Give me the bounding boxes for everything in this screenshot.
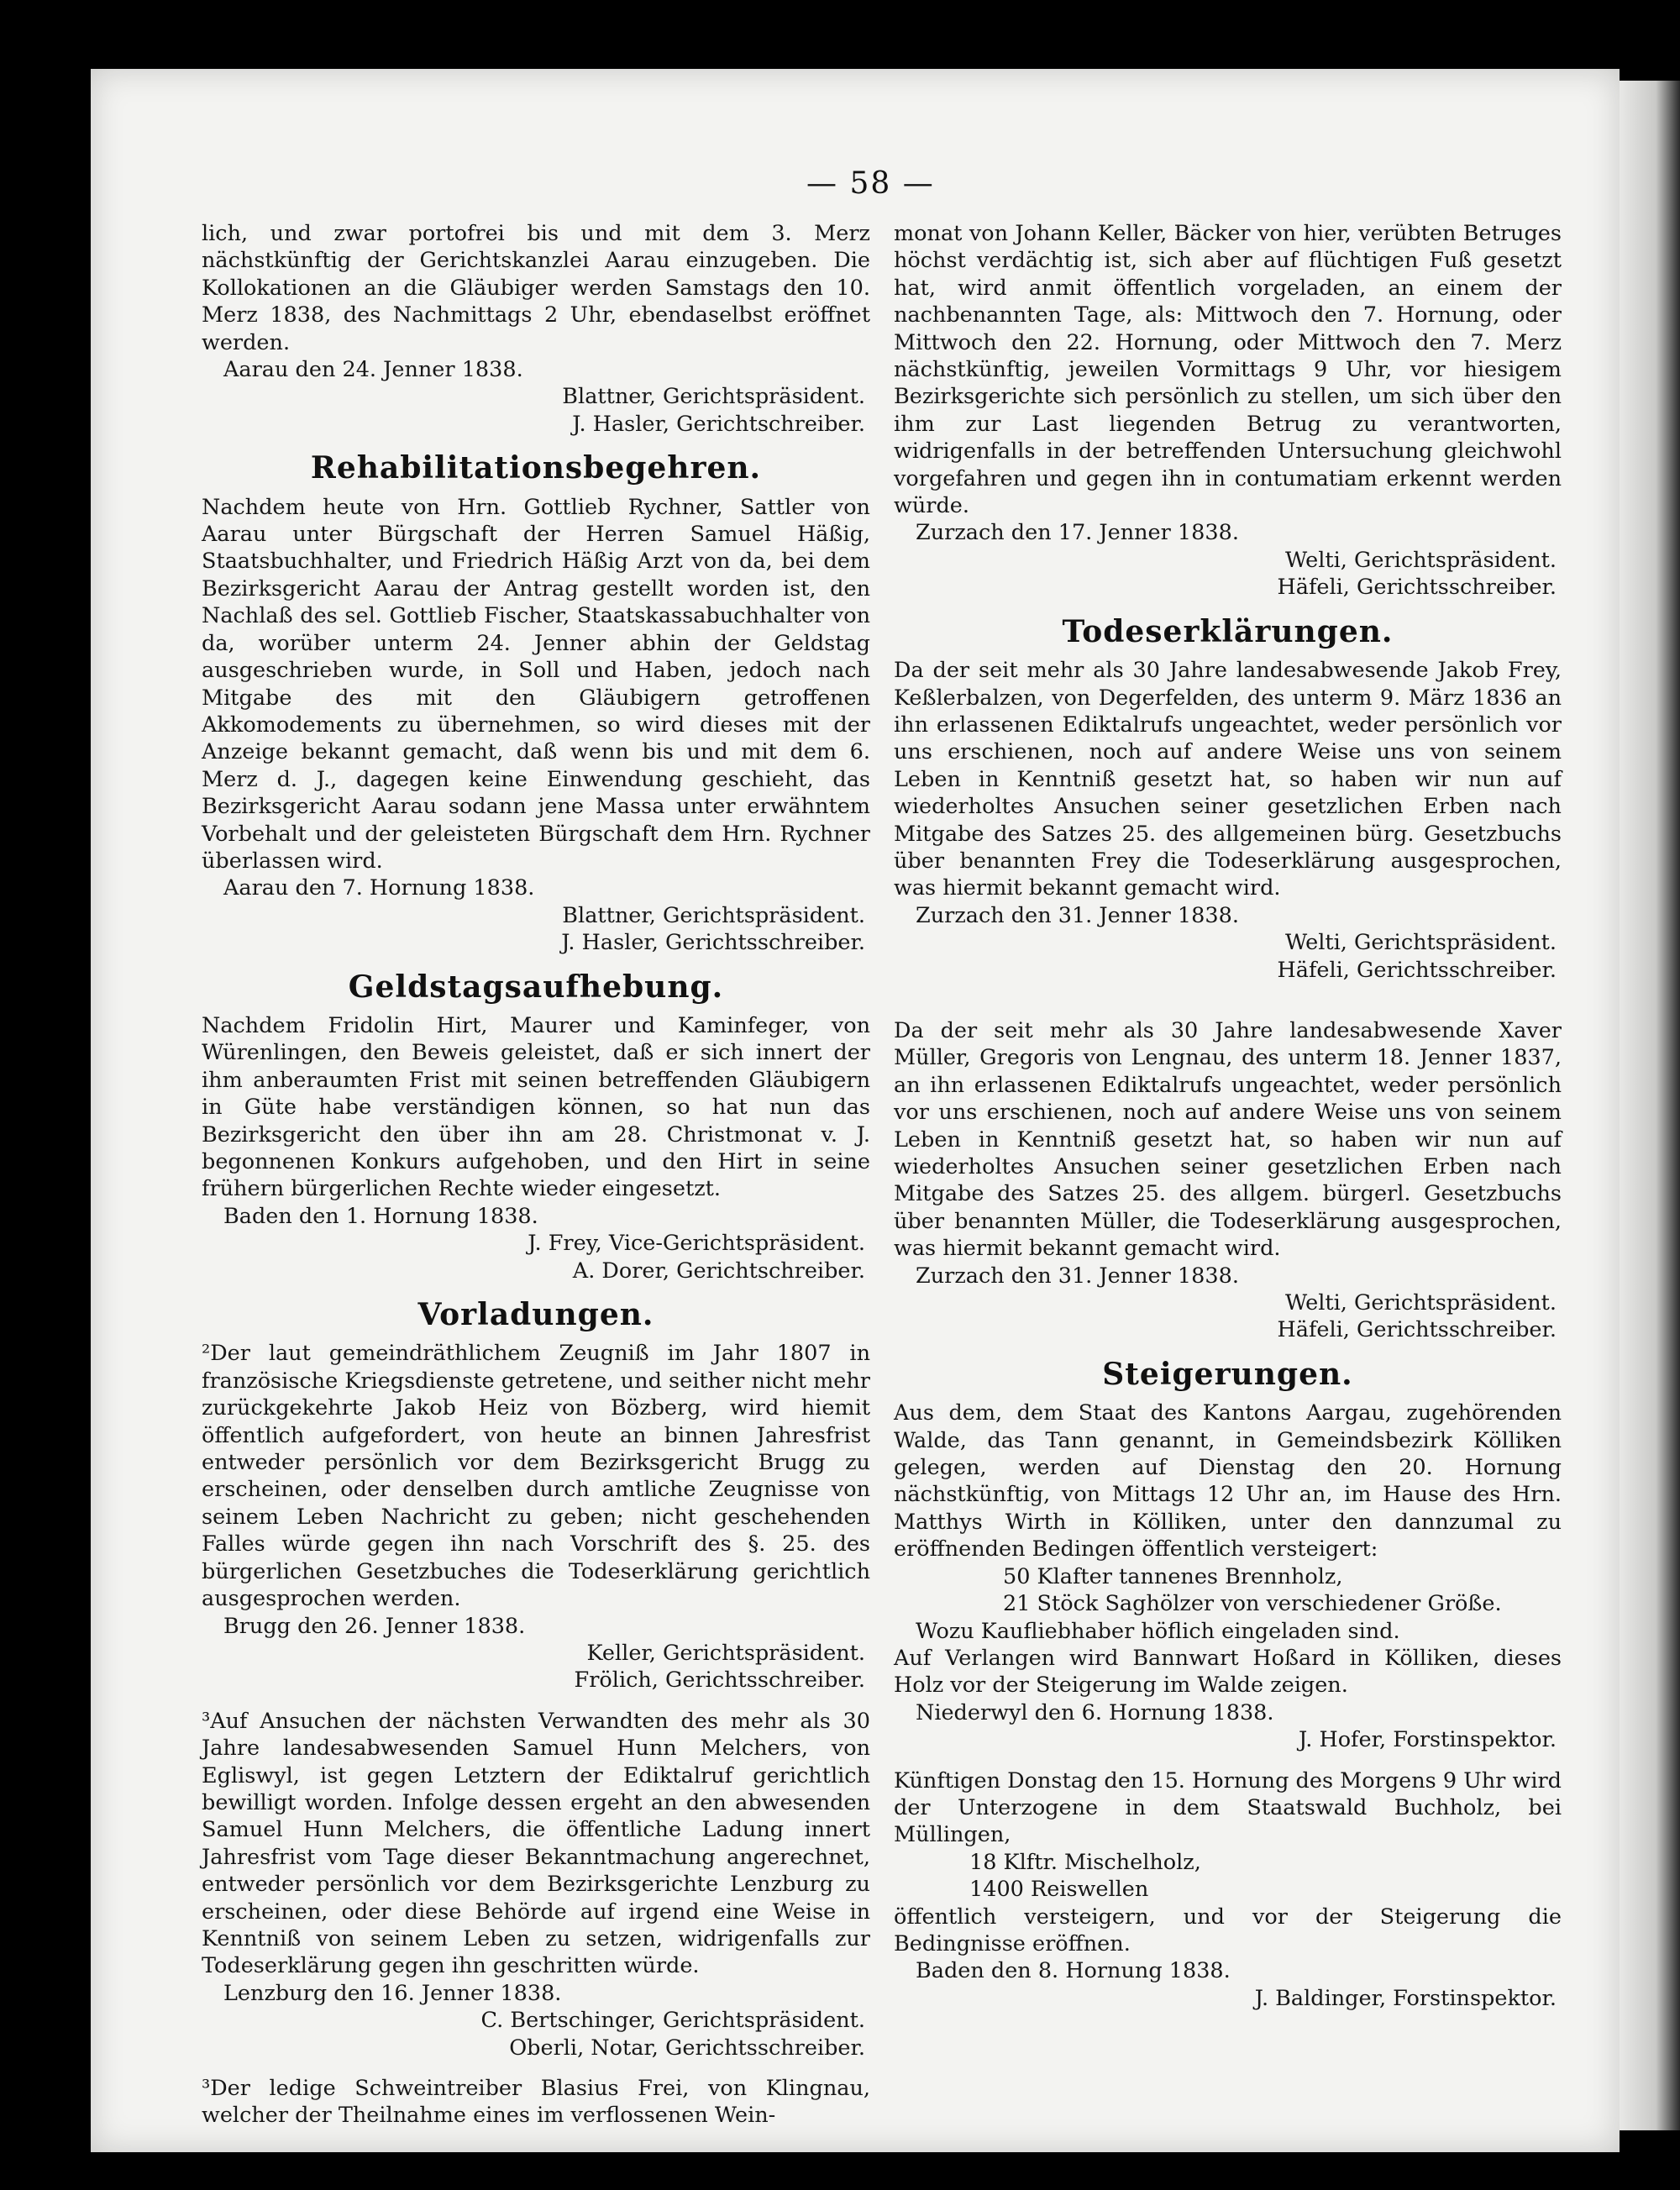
rehabilitation-text: Nachdem heute von Hrn. Gottlieb Rychner, Sattler von Aarau unter Bürgschaft der Herren Samuel Häßig, Staatsbuchhalter, und Friedrich Häßig Arzt von da, bei dem Bezirksgericht Aarau der Antrag gestellt worden ist, den Nachlaß des sel. Gottlieb Fischer, Staatskassabuchhalter von da, worüber unterm 24. Jenner abhin der Geldstag ausgeschrieben wurde, in Soll und Haben, jedoch nach Mitgabe des mit den Gläubigern getroffenen Akkomodements zu übernehmen, so wird dieses mit der Anzeige bekannt gemacht, daß wenn bis und mit dem 6. Merz d. J., dagegen keine Einwendung geschieht, das Bezirksgericht Aarau sodann jene Massa unter erwähntem Vorbehalt und der geleisteten Bürgschaft dem Hrn. Rychner überlassen wird. bbox=[202, 494, 870, 874]
page-number: — 58 — bbox=[806, 166, 935, 201]
intro-signature-clerk: J. Hasler, Gerichtschreiber. bbox=[572, 411, 865, 437]
vorladung-2-text: ³Auf Ansuchen der nächsten Verwandten des mehr als 30 Jahre landesabwesenden Samuel Hunn Melchers, von Egliswyl, ist gegen Letztern der Ediktalruf gerichtlich bewilligt worden. Infolge dessen ergeht an den abwesenden Samuel Hunn Melchers, die öffentliche Ladung innert Jahresfrist vom Tage dieser Bekanntmachung angerechnet, entweder persönlich vor dem Bezirksgerichte Lenzburg zu erscheinen, oder diese Behörde auf irgend eine Weise in Kenntniß von seinem Leben zu setzen, widrigenfalls zur Todeserklärung gegen ihn geschritten würde. bbox=[202, 1708, 870, 1979]
steigerung-1-note: Auf Verlangen wird Bannwart Hoßard in Kölliken, dieses Holz vor der Steigerung im Walde zeigen. bbox=[894, 1645, 1562, 1699]
left-column bbox=[202, 220, 870, 2130]
steigerung-1-item: 50 Klafter tannenes Brennholz, bbox=[1003, 1563, 1343, 1589]
todeserklaerung-2-signature-clerk: Häfeli, Gerichtsschreiber. bbox=[1277, 1317, 1557, 1343]
vorladung-2-signature-president: C. Bertschinger, Gerichtspräsident. bbox=[480, 2008, 865, 2034]
todeserklaerung-1-text: Da der seit mehr als 30 Jahre landesabwesende Jakob Frey, Keßlerbalzen, von Degerfelden, des unterm 9. März 1836 an ihn erlassenen Ediktalrufs ungeachtet, weder persönlich vor uns erschienen, noch auf andere Weise uns von seinem Leben in Kenntniß gesetzt hat, so haben wir nun auf wiederholtes Ansuchen seiner gesetzlichen Erben nach Mitgabe des Satzes 25. des allgemeinen bürg. Gesetzbuchs über benannten Frey die Todeserklärung ausgesprochen, was hiermit bekannt gemacht wird. bbox=[894, 658, 1562, 901]
vorladung-3-date: Zurzach den 17. Jenner 1838. bbox=[916, 520, 1239, 546]
vorladung-3-text: ³Der ledige Schweintreiber Blasius Frei, von Klingnau, welcher der Theilnahme eines im verflossenen Wein- bbox=[202, 2076, 870, 2129]
steigerung-2-after: öffentlich versteigern, und vor der Steigerung die Bedingnisse eröffnen. bbox=[894, 1904, 1562, 1956]
steigerung-1-item: 21 Stöck Saghölzer von verschiedener Größe. bbox=[1003, 1591, 1502, 1617]
steigerung-1-signature: J. Hofer, Forstinspektor. bbox=[1299, 1727, 1557, 1753]
rehabilitation-signature-president: Blattner, Gerichtspräsident. bbox=[562, 902, 865, 928]
vorladung-3-continuation: monat von Johann Keller, Bäcker von hier, verübten Betruges höchst verdächtig ist, sich aber auf flüchtigen Fuß gesetzt hat, wird anmit öffentlich vorgeladen, an einem der nachbenannten Tage, als: Mittwoch den 7. Hornung, oder Mittwoch den 22. Hornung, oder Mittwoch den 7. Merz nächstkünftig, jeweilen Vormittags 9 Uhr, vor hiesigem Bezirksgerichte sich persönlich zu stellen, um sich über den ihm zur Last liegenden Betrug zu verantworten, widrigenfalls in der betreffenden Untersuchung gleichwohl vorgefahren und gegen ihn in contumatiam erkennt werden würde. bbox=[894, 221, 1562, 519]
todeserklaerung-2-date: Zurzach den 31. Jenner 1838. bbox=[916, 1263, 1239, 1289]
intro-signature-president: Blattner, Gerichtspräsident. bbox=[562, 384, 865, 410]
intro-text: lich, und zwar portofrei bis und mit dem 3. Merz nächstkünftig der Gerichtskanzlei Aarau einzugeben. Die Kollokationen an die Gläubiger werden Samstags den 10. Merz 1838, des Nachmittags 2 Uhr, ebendaselbst eröffnet werden. bbox=[202, 221, 870, 355]
steigerung-2-signature: J. Baldinger, Forstinspektor. bbox=[1254, 1985, 1557, 2011]
heading-steigerungen: Steigerungen. bbox=[1102, 1356, 1353, 1392]
todeserklaerung-1-date: Zurzach den 31. Jenner 1838. bbox=[916, 902, 1239, 928]
rehabilitation-date: Aarau den 7. Hornung 1838. bbox=[223, 875, 535, 901]
geldstag-signature-president: J. Frey, Vice-Gerichtspräsident. bbox=[528, 1231, 865, 1257]
heading-vorladungen: Vorladungen. bbox=[417, 1297, 654, 1333]
geldstag-text: Nachdem Fridolin Hirt, Maurer und Kaminfeger, von Würenlingen, den Beweis geleistet, daß er sich innert der ihm anberaumten Frist mit seinen betreffenden Gläubigern in Güte habe verständigen können, so hat nun das Bezirksgericht den über ihn am 28. Christmonat v. J. begonnenen Konkurs aufgehoben, und den Hirt in seine frühern bürgerlichen Rechte wieder eingesetzt. bbox=[202, 1012, 870, 1202]
adjacent-page-edge bbox=[1620, 81, 1680, 2130]
todeserklaerung-1-signature-president: Welti, Gerichtspräsident. bbox=[1285, 930, 1557, 956]
vorladung-1-date: Brugg den 26. Jenner 1838. bbox=[223, 1613, 526, 1639]
right-column bbox=[894, 220, 1562, 2012]
heading-rehabilitation: Rehabilitationsbegehren. bbox=[310, 450, 762, 486]
todeserklaerung-2-signature-president: Welti, Gerichtspräsident. bbox=[1285, 1290, 1557, 1316]
steigerung-2-item: 1400 Reiswellen bbox=[969, 1877, 1149, 1903]
intro-date: Aarau den 24. Jenner 1838. bbox=[223, 357, 523, 383]
todeserklaerung-1-signature-clerk: Häfeli, Gerichtsschreiber. bbox=[1277, 957, 1557, 983]
steigerung-2-item: 18 Klftr. Mischelholz, bbox=[969, 1849, 1201, 1875]
vorladung-3-signature-president: Welti, Gerichtspräsident. bbox=[1285, 547, 1557, 573]
vorladung-1-text: ²Der laut gemeindräthlichem Zeugniß im Jahr 1807 in französische Kriegsdienste getretene, und seither nicht mehr zurückgekehrte Jakob Heiz von Bözberg, wird hiemit öffentlich aufgefordert, von heute an binnen Jahresfrist entweder persönlich vor dem Bezirksgericht Brugg zu erscheinen, oder denselben durch amtliche Zeugnisse von seinem Leben Nachricht zu geben; nicht geschehenden Falles würde gegen ihn nach Vorschrift des §. 25. des bürgerlichen Gesetzbuches die Todeserklärung gerichtlich ausgesprochen werden. bbox=[202, 1341, 870, 1612]
steigerung-1-note: Wozu Kaufliebhaber höflich eingeladen sind. bbox=[916, 1618, 1400, 1644]
geldstag-date: Baden den 1. Hornung 1838. bbox=[223, 1203, 538, 1229]
steigerung-2-date: Baden den 8. Hornung 1838. bbox=[916, 1958, 1231, 1984]
steigerung-1-text: Aus dem, dem Staat des Kantons Aargau, zugehörenden Walde, das Tann genannt, in Gemeindsbezirk Kölliken gelegen, werden auf Dienstag den 20. Hornung nächstkünftig, von Mittags 12 Uhr an, im Hause des Hrn. Matthys Wirth in Kölliken, unter den dannzumal zu eröffnenden Bedingen öffentlich versteigert: bbox=[894, 1400, 1562, 1562]
geldstag-signature-clerk: A. Dorer, Gerichtschreiber. bbox=[572, 1258, 865, 1284]
vorladung-2-signature-clerk: Oberli, Notar, Gerichtsschreiber. bbox=[509, 2035, 865, 2061]
heading-todeserklaerungen: Todeserklärungen. bbox=[1062, 613, 1394, 649]
steigerung-2-text: Künftigen Donstag den 15. Hornung des Morgens 9 Uhr wird der Unterzogene in dem Staatswald Buchholz, bei Müllingen, bbox=[894, 1767, 1562, 1848]
rehabilitation-signature-clerk: J. Hasler, Gerichtsschreiber. bbox=[561, 930, 865, 956]
vorladung-3-signature-clerk: Häfeli, Gerichtsschreiber. bbox=[1277, 575, 1557, 601]
heading-geldstag: Geldstagsaufhebung. bbox=[348, 969, 724, 1005]
vorladung-1-signature-president: Keller, Gerichtspräsident. bbox=[586, 1640, 865, 1666]
vorladung-2-date: Lenzburg den 16. Jenner 1838. bbox=[223, 1980, 562, 2006]
steigerung-1-date: Niederwyl den 6. Hornung 1838. bbox=[916, 1699, 1274, 1725]
vorladung-1-signature-clerk: Frölich, Gerichtsschreiber. bbox=[574, 1667, 865, 1694]
todeserklaerung-2-text: Da der seit mehr als 30 Jahre landesabwesende Xaver Müller, Gregoris von Lengnau, des unterm 18. Jenner 1837, an ihn erlassenen Ediktalrufs ungeachtet, weder persönlich vor uns erschienen, noch auf andere Weise uns von seinem Leben in Kenntniß gesetzt hat, so haben wir nun auf wiederholtes Ansuchen seiner gesetzlichen Erben nach Mitgabe des Satzes 25. des allgem. bürgerl. Gesetzbuchs über benannten Müller, die Todeserklärung ausgesprochen, was hiermit bekannt gemacht wird. bbox=[894, 1017, 1562, 1262]
